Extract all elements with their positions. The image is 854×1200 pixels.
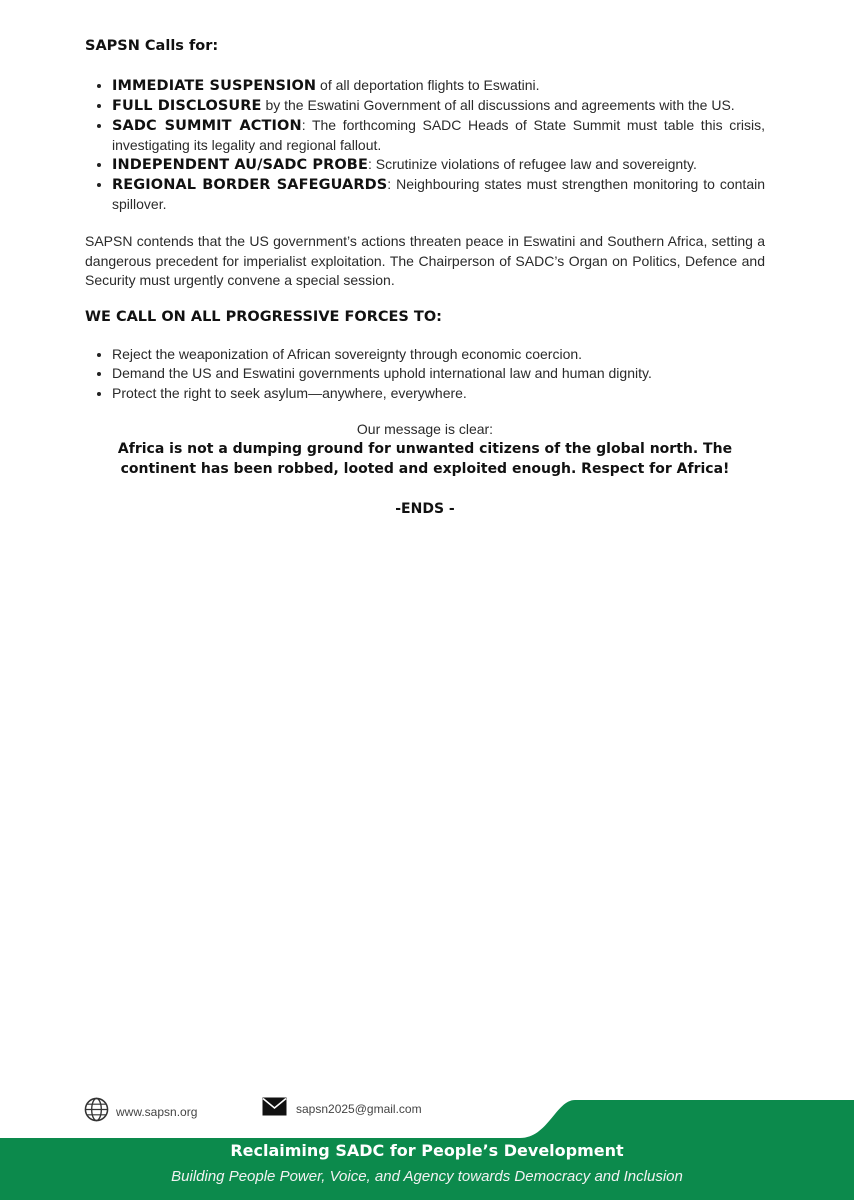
call-title: REGIONAL BORDER SAFEGUARDS [112, 177, 388, 193]
call-text: of all deportation flights to Eswatini. [316, 77, 540, 93]
list-item [85, 175, 765, 214]
banner-title: Reclaiming SADC for People’s Development [230, 1141, 624, 1160]
list-item [85, 116, 765, 155]
call-text: : The forthcoming SADC Heads of State Summit must table this crisis, investigating its legality and regional fallout. [112, 117, 765, 153]
call-text: : Neighbouring states must strengthen monitoring to contain spillover. [112, 176, 765, 212]
call-title: IMMEDIATE SUSPENSION [112, 78, 317, 94]
forces-list [85, 345, 765, 404]
globe-icon [84, 1097, 109, 1127]
ends-marker: -ENDS - [395, 501, 455, 517]
email-link[interactable]: sapsn2025@gmail.com [296, 1102, 422, 1116]
list-item [85, 96, 765, 116]
list-item: Reject the weaponization of African sovereignty through economic coercion. [85, 345, 765, 365]
contention-paragraph: SAPSN contends that the US government’s actions threaten peace in Eswatini and Southern Africa, setting a dangerous precedent for imperialist exploitation. The Chairperson of SADC’s Organ on Politics, Defence and Security must urgently convene a special session. [85, 233, 765, 288]
list-item: Demand the US and Eswatini governments uphold international law and human dignity. [85, 364, 765, 384]
call-title: INDEPENDENT AU/SADC PROBE [112, 157, 368, 173]
call-title: SADC SUMMIT ACTION [112, 118, 302, 134]
message-statement: Africa is not a dumping ground for unwanted citizens of the global north. The continent has been robbed, looted and exploited enough. Respect for Africa! [117, 441, 733, 477]
forces-heading: WE CALL ON ALL PROGRESSIVE FORCES TO: [85, 308, 442, 325]
call-title: FULL DISCLOSURE [112, 98, 262, 114]
website-link[interactable]: www.sapsn.org [116, 1105, 198, 1119]
message-intro: Our message is clear: [356, 421, 494, 437]
list-item: Protect the right to seek asylum—anywhere, everywhere. [85, 384, 765, 404]
envelope-icon [262, 1097, 287, 1121]
email-contact [262, 1097, 422, 1121]
call-text: : Scrutinize violations of refugee law and sovereignty. [367, 156, 697, 172]
banner-subtitle: Building People Power, Voice, and Agency towards Democracy and Inclusion [171, 1168, 683, 1185]
website-contact [84, 1097, 197, 1127]
list-item [85, 76, 765, 96]
list-item [85, 155, 765, 175]
call-text: by the Eswatini Government of all discussions and agreements with the US. [261, 97, 735, 113]
calls-heading: SAPSN Calls for: [85, 38, 219, 54]
footer-contacts [84, 1097, 584, 1127]
calls-list [85, 76, 765, 214]
document-body [85, 38, 765, 517]
